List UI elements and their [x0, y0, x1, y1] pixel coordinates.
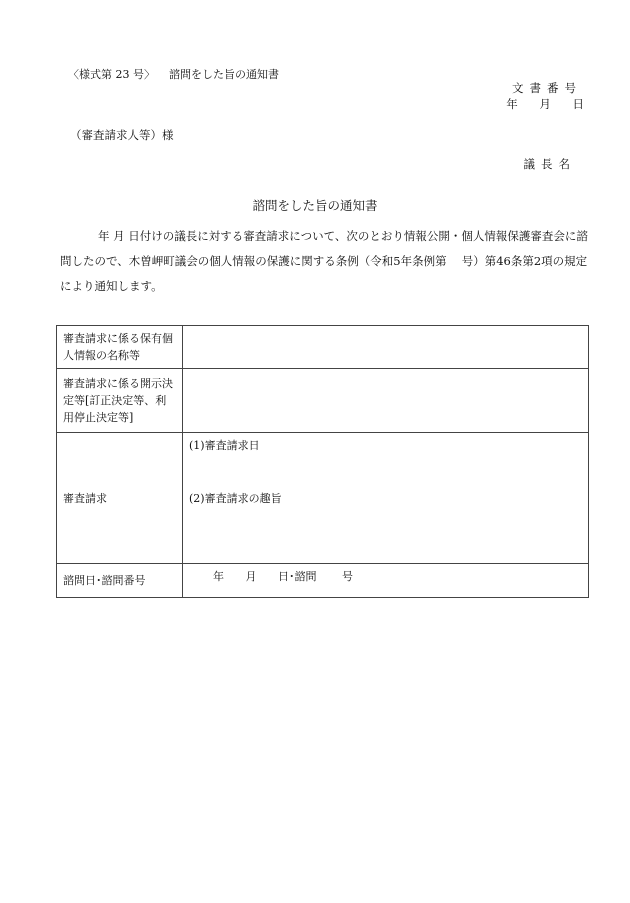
row-label-disclosure-decision: 審査請求に係る開示決定等[訂正決定等、利用停止決定等] — [57, 369, 183, 433]
row-value-personal-info — [183, 326, 589, 369]
recipient: （審査請求人等）様 — [70, 128, 174, 142]
row-value-consult-date — [183, 564, 589, 598]
date-month: 月 — [539, 97, 551, 111]
table-row — [57, 564, 589, 598]
form-title: 諮問をした旨の通知書 — [169, 68, 279, 81]
consult-year: 年 — [213, 570, 224, 583]
info-table — [56, 325, 589, 598]
row-value-disclosure-decision — [183, 369, 589, 433]
consult-day: 日･諮問 — [278, 570, 317, 583]
body-text: 年 月 日付けの議長に対する審査請求について、次のとおり情報公開・個人情報保護審査会に諮問したので、木曽岬町議会の個人情報の保護に関する条例（令和5年条例第 号）第46条第2項の規定により通知します。 — [60, 229, 588, 293]
consult-number: 号 — [342, 570, 353, 583]
table-row — [57, 369, 589, 433]
row-label-personal-info: 審査請求に係る保有個人情報の名称等 — [57, 326, 183, 369]
document-title: 諮問をした旨の通知書 — [252, 198, 378, 213]
sender-name: 議長名 — [523, 157, 576, 171]
consult-month: 月 — [245, 570, 257, 583]
row-label-review-request: 審査請求 — [57, 433, 183, 564]
form-label — [68, 66, 279, 82]
date-year: 年 — [506, 97, 518, 111]
form-number: 〈様式第 23 号〉 — [68, 68, 155, 81]
review-request-date: (1)審査請求日 — [189, 439, 260, 452]
row-value-review-request — [183, 433, 589, 564]
document-number-label: 文書番号 — [512, 81, 582, 95]
table-row — [57, 433, 589, 564]
document-date — [488, 96, 584, 112]
date-day: 日 — [572, 97, 584, 111]
table-row — [57, 326, 589, 369]
review-request-purpose: (2)審査請求の趣旨 — [189, 492, 282, 505]
row-label-consult-date: 諮問日･諮問番号 — [57, 564, 183, 598]
